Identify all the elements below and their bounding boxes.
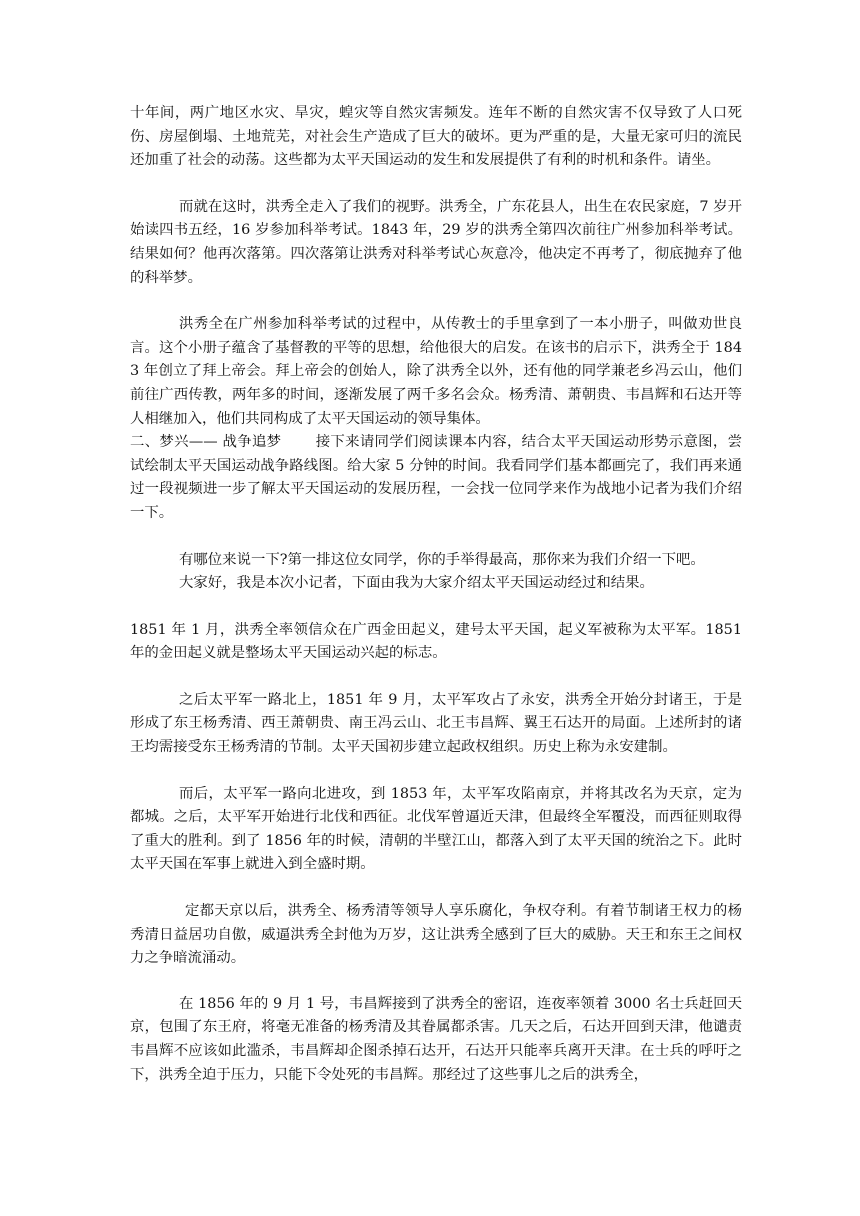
paragraph-hong-xiuquan-intro: 而就在这时，洪秀全走入了我们的视野。洪秀全，广东花县人，出生在农民家庭，7 岁开始读四书五经，16 岁参加科举考试。1843 年，29 岁的洪秀全第四次前往广州参加科举考试。结果如何？他再次落第。四次落第让洪秀对科举考试心灰意冷，他决定不再考了，彻底抛弃了他的科举梦。 (130, 198, 742, 286)
paragraph-jintian-uprising: 1851 年 1 月，洪秀全率领信众在广西金田起义，建号太平天国，起义军被称为太平军。1851 年的金田起义就是整场太平天国运动兴起的标志。 (130, 621, 742, 662)
section-intro: 接下来请同学们阅读课本内容，结合太平天国运动形势示意图，尝试绘制太平天国运动战争路线图。给大家 5 分钟的时间。我看同学们基本都画完了，我们再来通过一段视频进一步了解太平天国运动的发展历程，一会找一位同学来作为战地小记者为我们介绍一下。 (130, 434, 742, 521)
paragraph-student-reporter: 大家好，我是本次小记者，下面由我为大家介绍太平天国运动经过和结果。 (179, 575, 654, 592)
section-heading-paragraph (130, 431, 742, 525)
paragraph-power-struggle: 定都天京以后，洪秀全、杨秀清等领导人享乐腐化，争权夺利。有着节制诸王权力的杨秀清日益居功自傲，威逼洪秀全封他为万岁，这让洪秀全感到了巨大的威胁。天王和东王之间权力之争暗流涌动。 (130, 903, 742, 967)
paragraph-yongan-system: 之后太平军一路北上，1851 年 9 月，太平军攻占了永安，洪秀全开始分封诸王，于是形成了东王杨秀清、西王萧朝贵、南王冯云山、北王韦昌辉、翼王石达开的局面。上述所封的诸王均需接受东王杨秀清的节制。太平天国初步建立起政权组织。历史上称为永安建制。 (130, 691, 742, 756)
paragraph-natural-disasters: 十年间，两广地区水灾、旱灾，蝗灾等自然灾害频发。连年不断的自然灾害不仅导致了人口死伤、房屋倒塌、土地荒芜，对社会生产造成了巨大的破坏。更为严重的是，大量无家可归的流民还加重了社会的动荡。这些都为太平天国运动的发生和发展提供了有利的时机和条件。请坐。 (130, 105, 742, 169)
paragraph-tianjing-incident: 在 1856 年的 9 月 1 号，韦昌辉接到了洪秀全的密诏，连夜率领着 3000 名士兵赶回天京，包围了东王府，将毫无准备的杨秀清及其眷属都杀害。几天之后，石达开回到天津，他谴责韦昌辉不应该如此滥杀，韦昌辉却企图杀掉石达开，石达开只能率兵离开天津。在士兵的呼吁之下，洪秀全迫于压力，只能下令处死的韦昌辉。那经过了这些事儿之后的洪秀全， (130, 995, 742, 1083)
paragraph-god-worshipping-society: 洪秀全在广州参加科举考试的过程中，从传教士的手里拿到了一本小册子，叫做劝世良言。这个小册子蕴含了基督教的平等的思想，给他很大的启发。在该书的启示下，洪秀全于 1843 年创立了拜上帝会。拜上帝会的创始人，除了洪秀全以外，还有他的同学兼老乡冯云山，他们前往广西传教，两年多的时间，逐渐发展了两千多名会众。杨秀清、萧朝贵、韦昌辉和石达开等人相继加入，他们共同构成了太平天国运动的领导集体。 (130, 316, 742, 427)
paragraph-nanjing-capital: 而后，太平军一路向北进攻，到 1853 年，太平军攻陷南京，并将其改名为天京，定为都城。之后，太平军开始进行北伐和西征。北伐军曾逼近天津，但最终全军覆没，而西征则取得了重大的胜利。到了 1856 年的时候，清朝的半壁江山，都落入到了太平天国的统治之下。此时太平天国在军事上就进入到全盛时期。 (130, 785, 742, 873)
paragraph-teacher-question: 有哪位来说一下?第一排这位女同学，你的手举得最高，那你来为我们介绍一下吧。 (179, 551, 705, 568)
document-page (130, 102, 742, 1087)
section-heading: 二、梦兴—— 战争追梦 (130, 434, 282, 451)
